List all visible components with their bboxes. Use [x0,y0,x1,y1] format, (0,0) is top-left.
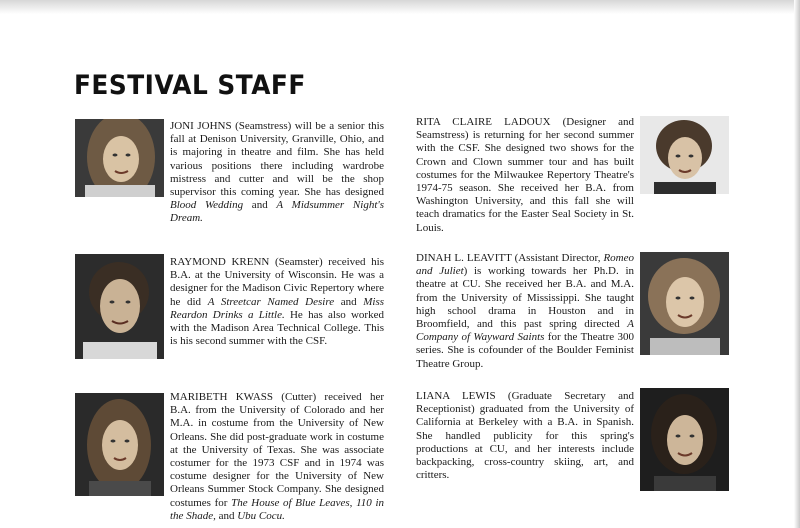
staff-bio-raymond-krenn: RAYMOND KRENN (Seamster) received his B.A. at the University of Wisconsin. He was a designer for the Madison Civic Repertory where he did A Streetcar Named Desire and Miss Reardon Drinks a Little. He has also worked with the Madison Area Technical College. This is his second summer with the CSF. [170,256,384,348]
staff-bio-maribeth-kwass: MARIBETH KWASS (Cutter) received her B.A. from the University of Colorado and her M.A. in costume from the University of New Orleans. She did post-graduate work in costume at the University of Texas. She was associate costumer for the 1973 CSF and in 1974 was costume designer for the University of New Orleans Summer Stock Company. She designed costumes for The House of Blue Leaves, 110 in the Shade, and Ubu Cocu. [170,391,384,522]
page-top-shadow [0,0,800,14]
staff-bio-rita-claire-ladoux: RITA CLAIRE LADOUX (Designer and Seamstress) is returning for her second summer with the CSF. She designed two shows for the Crown and Clown summer tour and has built costumes for the Milwaukee Repertory Theatre's 1974-75 season. She received her B.A. from Washington University, and this fall she will teach dramatics for the Easter Seal Society in St. Louis. [416,116,634,234]
staff-photo-maribeth-kwass [75,393,164,496]
staff-bio-dinah-leavitt: DINAH L. LEAVITT (Assistant Director, Romeo and Juliet) is working towards her Ph.D. in theatre at CU. She received her B.A. and M.A. from the University of Mississippi. She taught high school drama in Houston and in Broomfield, and this past spring directed A Company of Wayward Saints for the Theatre 300 series. She is cofounder of the Boulder Feminist Theatre Group. [416,252,635,370]
page-right-edge [794,0,800,528]
staff-photo-raymond-krenn [75,254,164,359]
staff-bio-liana-lewis: LIANA LEWIS (Graduate Secretary and Receptionist) graduated from the University of California at Berkeley with a B.A. in Spanish. She handled publicity for this spring's productions at CU, and her interests include backpacking, cross-country skiing, art, and critters. [416,390,634,482]
staff-photo-liana-lewis [640,388,729,491]
staff-photo-dinah-leavitt [640,252,729,355]
staff-bio-joni-johns: JONI JOHNS (Seamstress) will be a senior this fall at Denison University, Granville, Ohio, and is majoring in theatre and film. She has held various positions there including wardrobe mistress and cutter and will be the shop supervisor this coming year. She has designed Blood Wedding and A Midsummer Night's Dream. [170,120,385,225]
staff-photo-rita-claire-ladoux [640,116,729,194]
staff-photo-joni-johns [75,119,164,197]
page-title: FESTIVAL STAFF [74,70,306,101]
